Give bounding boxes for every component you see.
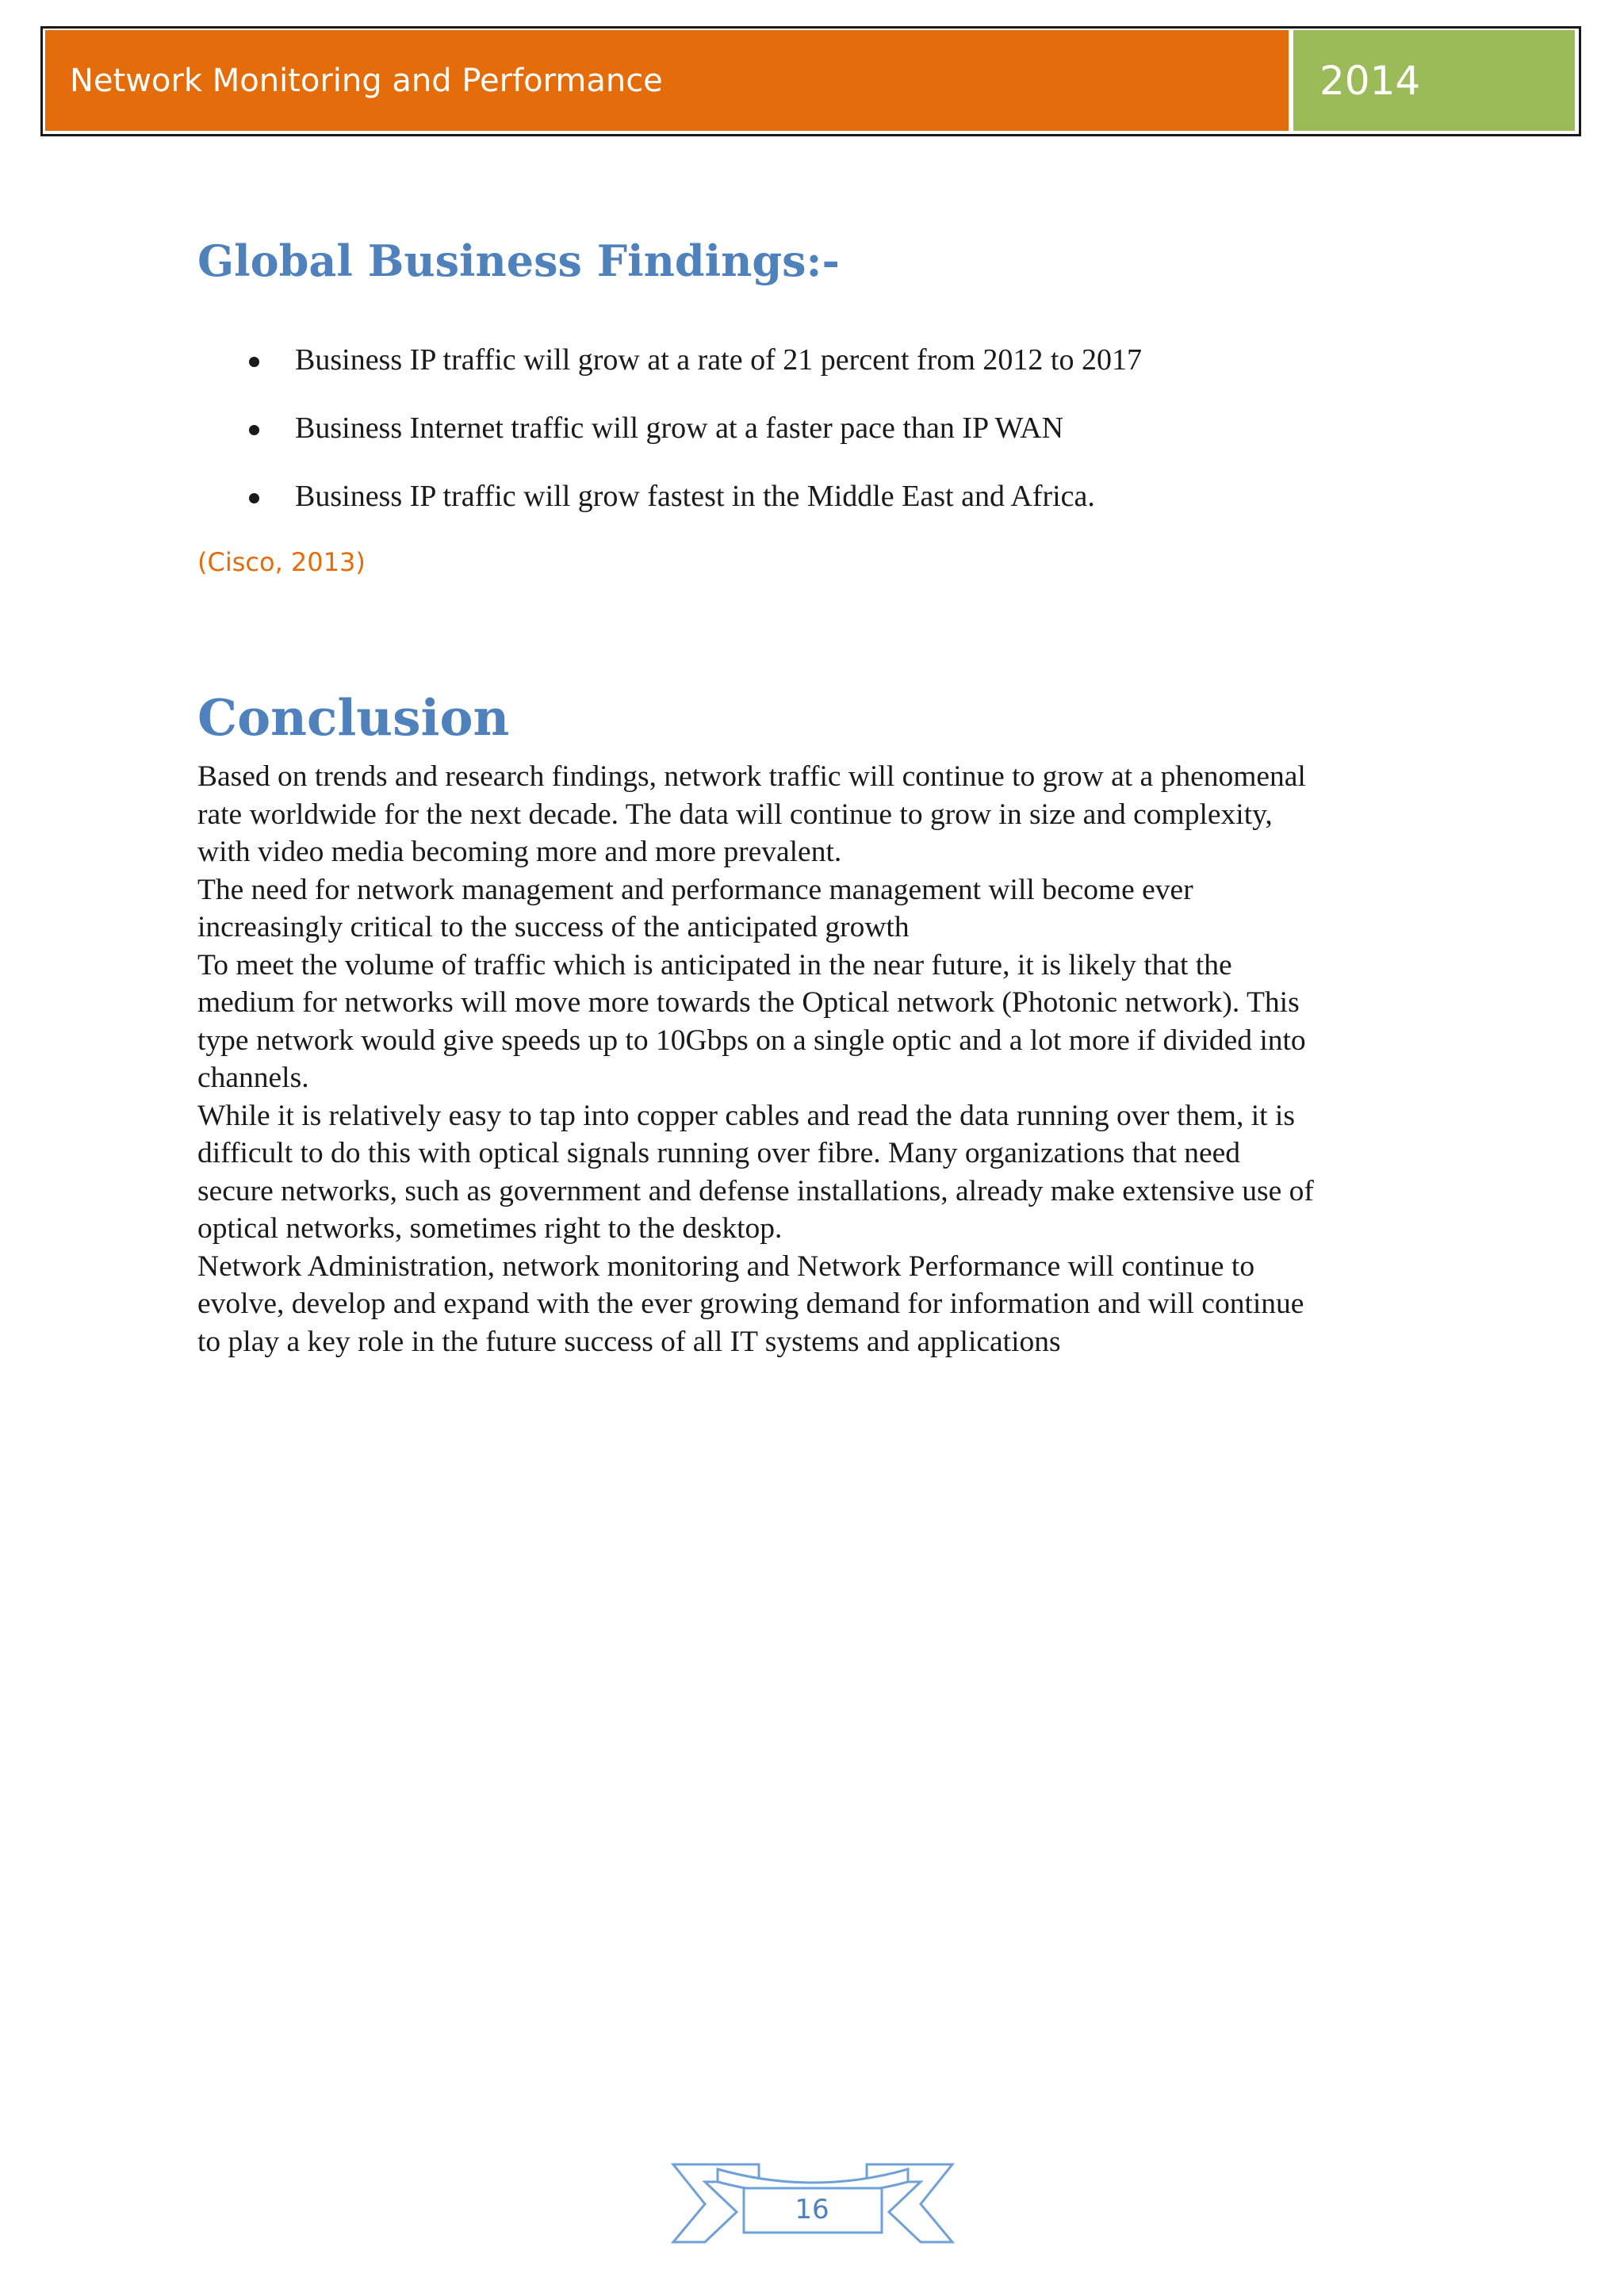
header-title-bar (45, 30, 1289, 131)
conclusion-line: to play a key role in the future success of all IT systems and applications (197, 1325, 1061, 1358)
conclusion-line: optical networks, sometimes right to the desktop. (197, 1212, 783, 1245)
conclusion-line: medium for networks will move more towards the Optical network (Photonic network). This (197, 986, 1300, 1019)
bullet-icon (249, 425, 259, 435)
finding-text: Business IP traffic will grow fastest in the Middle East and Africa. (295, 480, 1095, 513)
conclusion-line: To meet the volume of traffic which is anticipated in the near future, it is likely that the (197, 948, 1232, 982)
page-number: 16 (795, 2194, 829, 2225)
conclusion-line: type network would give speeds up to 10Gbps on a single optic and a lot more if divided into (197, 1024, 1306, 1057)
conclusion-line: difficult to do this with optical signals running over fibre. Many organizations that need (197, 1137, 1241, 1169)
finding-text: Business Internet traffic will grow at a faster pace than IP WAN (295, 411, 1064, 445)
bullet-icon (249, 357, 259, 367)
conclusion-line: While it is relatively easy to tap into copper cables and read the data running over them, it is (197, 1099, 1295, 1132)
finding-item (238, 411, 1142, 479)
header-year-bar (1293, 30, 1575, 131)
findings-heading: Global Business Findings:- (197, 235, 840, 286)
citation: (Cisco, 2013) (197, 547, 366, 577)
conclusion-line: channels. (197, 1062, 309, 1094)
conclusion-line: with video media becoming more and more prevalent. (197, 836, 842, 868)
conclusion-heading: Conclusion (197, 688, 510, 747)
finding-item (238, 342, 1142, 411)
document-year: 2014 (1320, 57, 1421, 104)
findings-list (238, 342, 1142, 547)
bullet-icon (249, 493, 259, 503)
finding-text: Business IP traffic will grow at a rate of 21 percent from 2012 to 2017 (295, 343, 1142, 377)
conclusion-line: rate worldwide for the next decade. The data will continue to grow in size and complexity, (197, 798, 1273, 831)
conclusion-line: increasingly critical to the success of the anticipated growth (197, 911, 910, 943)
conclusion-line: secure networks, such as government and defense installations, already make extensive use of (197, 1174, 1314, 1207)
conclusion-line: Network Administration, network monitoring and Network Performance will continue to (197, 1249, 1255, 1283)
conclusion-line: The need for network management and performance management will become ever (197, 873, 1193, 906)
conclusion-line: evolve, develop and expand with the ever growing demand for information and will continue (197, 1288, 1304, 1320)
conclusion-line: Based on trends and research findings, network traffic will continue to grow at a phenomenal (197, 760, 1306, 793)
finding-item (238, 479, 1142, 547)
document-title: Network Monitoring and Performance (70, 62, 663, 99)
conclusion-body (197, 758, 1450, 1360)
